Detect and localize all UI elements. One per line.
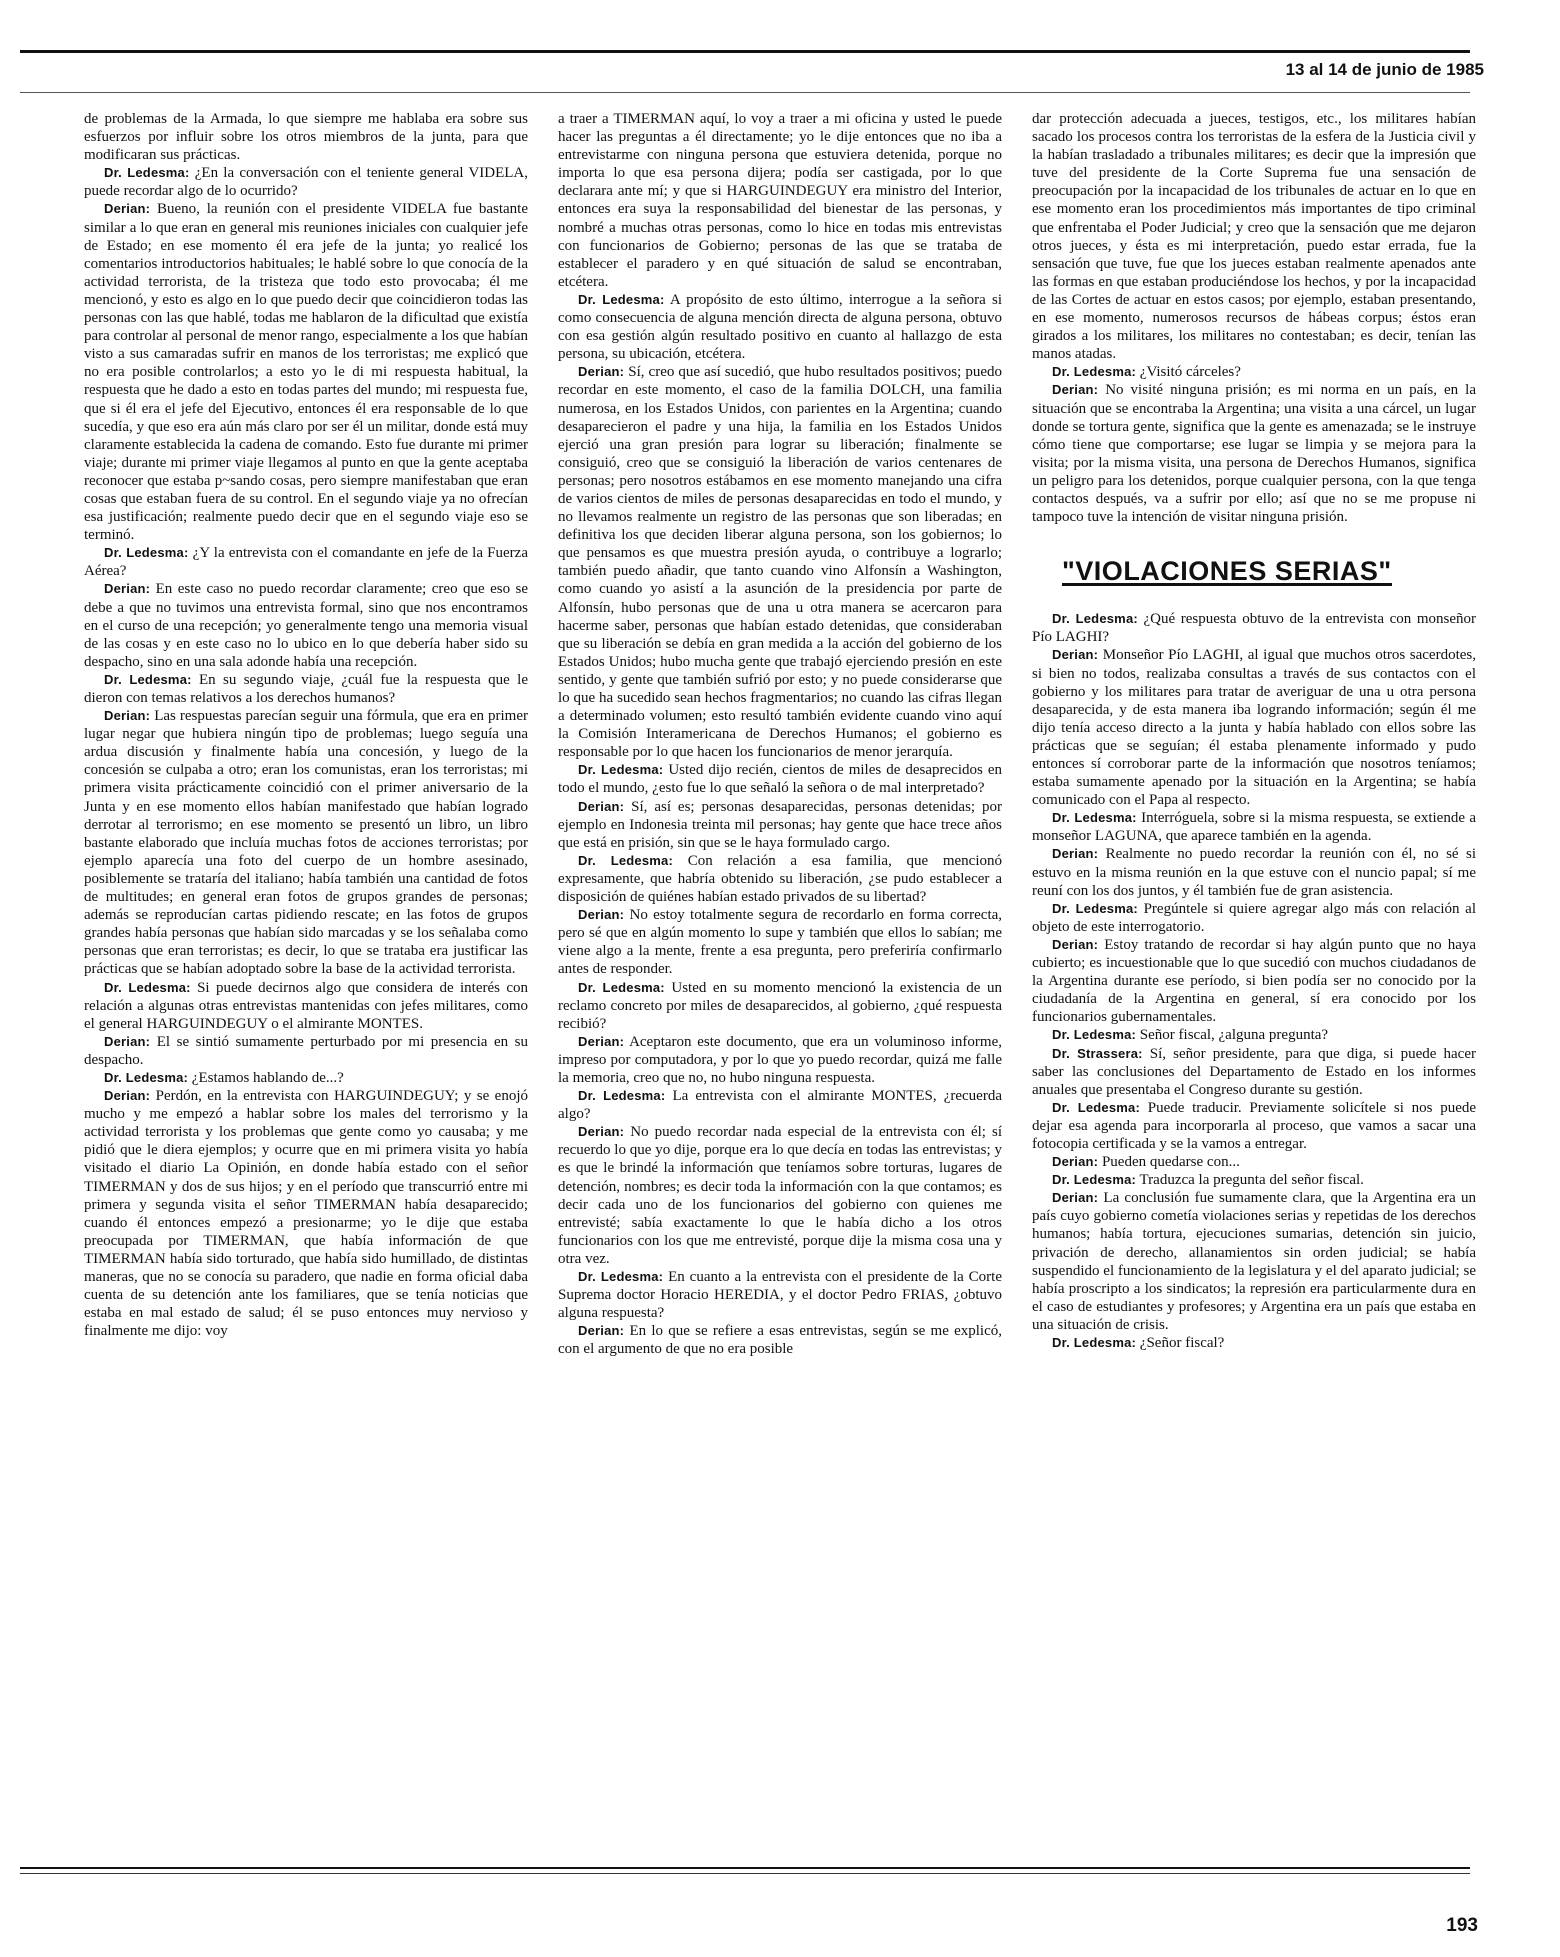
paragraph: Dr. Ledesma: Si puede decirnos algo que considera de interés con relación a algunas otras entrevistas mantenidas con jefes militares, como el general HARGUINDEGUY o el almirante MONTES. <box>84 979 529 1032</box>
paragraph: Derian: Bueno, la reunión con el presidente VIDELA fue bastante similar a lo que eran en general mis reuniones iniciales con cualquier jefe de Estado; en ese momento él era jefe de la junta; yo realicé los comentarios introductorios habituales; le hablé sobre lo que conocía de la actividad terrorista, de la tristeza que todo esto provocaba; él me mencionó, y esto es algo en lo que puedo decir que coincidieron todas las personas con las que hablé, todas me hablaron de la dificultad que existía para controlar al personal de menor rango, especialmente a los que habían visto a sus camaradas sufrir en manos de los terroristas; me explicó que no era posible controlarlos; a esto yo le di mi respuesta habitual, la respuesta que he dado a esto en todas partes del mundo; mi respuesta fue, que si él era el jefe del Ejecutivo, entonces él era responsable de lo que sucedía, y que eso era aún más claro por ser él un militar, donde está muy claramente establecida la cadena de comando. Esto fue durante mi primer viaje; durante mi primer viaje llegamos al punto en que la gente aceptaba reconocer que estaba p~sando cosas, pero siempre manifestaban que eran cosas que estaban fuera de su control. En el segundo viaje ya no ofrecían esa justificación; realmente puedo decir que en el segundo viaje eso se terminó. <box>84 201 529 544</box>
speaker-label: Derian: <box>578 1124 625 1140</box>
paragraph: dar protección adecuada a jueces, testigos, etc., los militares habían sacado los procesos contra los terroristas de la esfera de la Justicia civil y la habían trasladado a tribunales militares; es decir que la impresión que tuve del presidente de la Corte Suprema fue una sensación de preocupación por la incapacidad de los tribunales de actuar en lo que en ese momento eran los procedimientos más importantes de tipo criminal que enfrentaba el Poder Judicial; y creo que la sensación que me dejaron otros jueces, y ésta es mi interpretación, puedo estar errada, fue la sensación que tuve, fue que los jueces estaban realmente apenados ante las formas en que estaban produciéndose los hechos, y por la incapacidad de las Cortes de actuar en estos casos; por ejemplo, estaban presentando, en ese momento, numerosos recursos de hábeas corpus; éstos eran girados a los militares, los militares no contestaban; es decir, tenían las manos atadas. <box>1032 111 1476 363</box>
paragraph: Dr. Ledesma: Pregúntele si quiere agregar algo más con relación al objeto de este interrogatorio. <box>1032 900 1477 935</box>
speaker-label: Dr. Ledesma: <box>578 852 673 868</box>
paragraph: Dr. Ledesma: ¿En la conversación con el teniente general VIDELA, puede recordar algo de lo ocurrido? <box>84 165 529 200</box>
speaker-label: Dr. Ledesma: <box>578 762 664 778</box>
paragraph: Dr. Strassera: Sí, señor presidente, para que diga, si puede hacer saber las conclusiones del Departamento de Estado en los informes anuales que presentaba el Congreso durante su gestión. <box>1032 1045 1476 1098</box>
speaker-label: Dr. Strassera: <box>1052 1045 1143 1061</box>
header-rule <box>20 50 1470 53</box>
speaker-label: Derian: <box>1052 1154 1099 1170</box>
speaker-label: Derian: <box>104 1033 151 1049</box>
text-column-2 <box>558 110 1002 1358</box>
speaker-label: Derian: <box>104 708 151 724</box>
speaker-label: Derian: <box>1052 1190 1099 1206</box>
speaker-label: Derian: <box>1052 382 1099 398</box>
paragraph: Dr. Ledesma: ¿Qué respuesta obtuvo de la entrevista con monseñor Pío LAGHI? <box>1032 611 1477 646</box>
speaker-label: Dr. Ledesma: <box>1052 1335 1137 1350</box>
section-headline: "VIOLACIONES SERIAS" <box>1062 556 1392 587</box>
paragraph: Derian: Monseñor Pío LAGHI, al igual que muchos otros sacerdotes, si bien no todos, realizaba consultas a través de sus contactos con el gobierno y los militares para tratar de averiguar de una u otra persona desaparecida, y de esta manera iba logrando información; según él me dijo tenía acceso directo a la junta y había hablado con ellos sobre las prácticas que se seguían; él estaba plenamente informado y pudo entonces sí corroborar parte de la información que nosotros teníamos; estaba sumamente apenado por la situación en la Argentina; se había comunicado con el Papa al respecto. <box>1032 647 1476 809</box>
speaker-label: Dr. Ledesma: <box>1052 1099 1141 1115</box>
speaker-label: Derian: <box>578 1323 625 1339</box>
paragraph: Dr. Ledesma: A propósito de esto último, interrogue a la señora si como consecuencia de alguna mención directa de alguna persona, obtuvo con esa gestión algún resultado positivo en cuanto al hallazgo de esta persona, su ubicación, etcétera. <box>558 291 1002 363</box>
paragraph: Derian: Estoy tratando de recordar si hay algún punto que no haya cubierto; es incuestionable que lo que sucedió con muchos ciudadanos de la Argentina durante ese período, si bien podía ser no conocido por la ciudadanía de la Argentina en general, sí era conocido por los funcionarios gubernamentales. <box>1032 936 1477 1026</box>
paragraph: Dr. Ledesma: En cuanto a la entrevista con el presidente de la Corte Suprema doctor Horacio HEREDIA, y el doctor Pedro FRIAS, ¿obtuvo alguna respuesta? <box>558 1269 1003 1322</box>
speaker-label: Dr. Ledesma: <box>104 671 192 687</box>
speaker-label: Dr. Ledesma: <box>578 1088 666 1104</box>
paragraph: Dr. Ledesma: Usted en su momento mencionó la existencia de un reclamo concreto por miles de desaparecidos, al gobierno, ¿qué respuesta recibió? <box>558 979 1002 1032</box>
paragraph: Derian: Sí, así es; personas desaparecidas, personas detenidas; por ejemplo en Indonesia treinta mil personas; hay gente que hace trece años que está en prisión, sin que se le haya formulado cargo. <box>558 798 1003 851</box>
paragraph: Dr. Ledesma: ¿Visitó cárceles? <box>1052 364 1241 381</box>
speaker-label: Derian: <box>104 581 151 597</box>
speaker-label: Dr. Ledesma: <box>104 165 190 181</box>
speaker-label: Derian: <box>578 1033 625 1049</box>
paragraph: Dr. Ledesma: Con relación a esa familia, que mencionó expresamente, que habría obtenido su liberación, ¿se pudo establecer a disposición de quiénes habían estado privados de su libertad? <box>558 852 1003 906</box>
speaker-label: Derian: <box>104 1088 151 1104</box>
paragraph: Dr. Ledesma: En su segundo viaje, ¿cuál fue la respuesta que le dieron con temas relativos a los derechos humanos? <box>84 671 529 706</box>
paragraph: Dr. Ledesma: Traduzca la pregunta del señor fiscal. <box>1052 1172 1364 1189</box>
paragraph: Derian: En lo que se refiere a esas entrevistas, según se me explicó, con el argumento de que no era posible <box>558 1323 1002 1358</box>
paragraph: Derian: No estoy totalmente segura de recordarlo en forma correcta, pero sé que en algún momento lo supe y también que ellos lo sabían; me viene algo a la mente, frente a esa pregunta, pero preferiría confirmarlo antes de responder. <box>558 907 1003 978</box>
paragraph: Dr. Ledesma: Usted dijo recién, cientos de miles de desaprecidos en todo el mundo, ¿esto fue lo que señaló la señora o de mal interpretado? <box>558 762 1003 797</box>
paragraph: Dr. Ledesma: Interróguela, sobre si la misma respuesta, se extiende a monseñor LAGUNA, que aparece también en la agenda. <box>1032 810 1477 845</box>
paragraph: Derian: Pueden quedarse con... <box>1052 1154 1240 1171</box>
page-number: 193 <box>1446 1915 1478 1936</box>
paragraph: Dr. Ledesma: Señor fiscal, ¿alguna pregunta? <box>1052 1027 1329 1044</box>
footer-thin-rule <box>20 1873 1470 1874</box>
speaker-label: Dr. Ledesma: <box>578 979 665 995</box>
paragraph: Derian: El se sintió sumamente perturbado por mi presencia en su despacho. <box>84 1033 528 1068</box>
speaker-label: Dr. Ledesma: <box>1052 900 1138 916</box>
speaker-label: Derian: <box>1052 936 1099 952</box>
speaker-label: Dr. Ledesma: <box>104 545 189 561</box>
paragraph: Derian: No puedo recordar nada especial de la entrevista con él; sí recuerdo lo que yo dije, porque era lo que decía en todas las entrevistas; y es que le brindé la información que teníamos sobre torturas, lugares de detención, nombres; es decir toda la información con la que contamos; es decir cada uno de los funcionarios del gobierno con quienes me entrevisté; sabía exactamente lo que le había dicho a los otros funcionarios con los que me entrevisté, porque dije la misma cosa una y otra vez. <box>558 1124 1003 1267</box>
paragraph: Dr. Ledesma: La entrevista con el almirante MONTES, ¿recuerda algo? <box>558 1088 1002 1123</box>
text-column-3 <box>1032 110 1476 1352</box>
header-thin-rule <box>20 92 1470 93</box>
speaker-label: Dr. Ledesma: <box>578 291 665 307</box>
paragraph: Dr. Ledesma: Puede traducir. Previamente solicítele si nos puede dejar esa agenda para incorporarla al proceso, que vamos a sacar una fotocopia certificada y se la vamos a entregar. <box>1032 1099 1477 1152</box>
speaker-label: Dr. Ledesma: <box>1052 611 1138 627</box>
paragraph: Derian: Sí, creo que así sucedió, que hubo resultados positivos; puedo recordar en este momento, el caso de la familia DOLCH, una familia numerosa, en los Estados Unidos, con parientes en la Argentina; cuando desaparecieron el padre y una hija, la familia en los Estados Unidos ejerció una gran presión para lograr su liberación; finalmente se consiguió, creo que se consiguió la liberación de varios centenares de personas; pero nosotros estábamos en ese momento manejando una cifra de varios cientos de miles de personas desaparecidas en todo el mundo, y no llevamos realmente un registro de las personas que son liberadas; en definitiva los que deciden liberar alguna persona, son los gobiernos; lo que pensamos es que muestra presión ayuda, o contribuye a lograrlo; también puedo añadir, que tanto cuando vino Alfonsín a Washington, como cuando yo asistí a la asunción de la presidencia por parte de Alfonsín, hubo personas que de una u otra manera se acercaron para hacerme saber, personas que habían estado detenidas, que consideraban que su liberación se debía en gran medida a la acción del gobierno de los Estados Unidos; hubo mucha gente que trabajó ejerciendo presión en este sentido, y gente que también sufrió por esto; y no puede considerarse que lo que ha sucedido sean hechos fragmentarios; no cuando las cifras llegan a determinado volumen; esto resultó también evidente cuando vino aquí la Comisión Interamericana de Derechos Humanos; el gobierno es responsable por lo que hacen los funcionarios de menor jerarquía. <box>558 364 1003 761</box>
paragraph: Derian: La conclusión fue sumamente clara, que la Argentina era un país cuyo gobierno cometía violaciones serias y repetidas de los derechos humanos; había tortura, ejecuciones sumarias, detención sin juicio, privación de derecho, allanamientos sin orden judicial; se había suspendido el funcionamiento de la legislatura y el del aparato judicial; se había proscripto a los sindicatos; la represión era particularmente dura en el caso de estudiantes y profesores; y Argentina era un país que estaba en una situación de crisis. <box>1032 1190 1476 1333</box>
speaker-label: Dr. Ledesma: <box>1052 810 1137 826</box>
paragraph: Dr. Ledesma: ¿Estamos hablando de...? <box>104 1069 344 1086</box>
issue-date: 13 al 14 de junio de 1985 <box>1285 60 1484 79</box>
speaker-label: Dr. Ledesma: <box>1052 1172 1137 1188</box>
paragraph: Derian: Realmente no puedo recordar la reunión con él, no sé si estuvo en la misma reunión en la que estuve con el nuncio papal; sí me reuní con los dos juntos, y él también fue de gran asistencia. <box>1032 846 1477 899</box>
speaker-label: Dr. Ledesma: <box>1052 1027 1137 1043</box>
speaker-label: Derian: <box>578 364 625 380</box>
speaker-label: Derian: <box>1052 846 1099 862</box>
paragraph: Dr. Ledesma: ¿Señor fiscal? <box>1052 1335 1225 1351</box>
speaker-label: Derian: <box>578 798 625 814</box>
speaker-label: Derian: <box>578 907 625 923</box>
paragraph: Derian: Aceptaron este documento, que era un voluminoso informe, impreso por computadora, y por lo que yo puedo recordar, quizá me falle la memoria, creo que no, no hubo ninguna respuesta. <box>558 1033 1002 1086</box>
paragraph: Dr. Ledesma: ¿Y la entrevista con el comandante en jefe de la Fuerza Aérea? <box>84 545 528 580</box>
paragraph: Derian: Las respuestas parecían seguir una fórmula, que era en primer lugar negar que hubiera ningún tipo de problemas; luego seguía una ardua discusión y finalmente había una concesión, y luego de la concesión se culpaba a otro; eran los comunistas, eran los terroristas; mi primera visita prácticamente coincidió con el primer aniversario de la Junta y en ese momento ellos habían manifestado que habían logrado derrotar al terrorismo; en ese momento se presentó un libro, un libro bastante elaborado que incluía muchas fotos de acciones terroristas; por ejemplo aparecía una foto del cuerpo de un hombre asesinado, posiblemente se trataría del italiano; había también una cantidad de fotos de multitudes; en general eran fotos de grupos grandes de personas; además se reproducían cartas pidiendo rescate; en las fotos de grupos grandes había personas que habían sido marcadas y se los señalaba como personas que eran terroristas; es decir, lo que se trataba era justificar las prácticas que se habían adoptado sobre la base de la actividad terrorista. <box>84 708 529 978</box>
speaker-label: Derian: <box>104 201 151 217</box>
speaker-label: Dr. Ledesma: <box>104 1069 189 1085</box>
speaker-label: Dr. Ledesma: <box>104 979 191 995</box>
speaker-label: Dr. Ledesma: <box>578 1269 664 1284</box>
paragraph: Derian: No visité ninguna prisión; es mi norma en un país, en la situación que se encontraba la Argentina; una visita a una cárcel, un lugar donde se tortura gente, significa que la gente es amenazada; se le instruye cómo tiene que comportarse; ese lugar se limpia y se mejora para la visita; por la misma visita, una persona de Derechos Humanos, significa un peligro para los detenidos, porque cualquier persona, con la que tenga contactos después, va a sufrir por ello; así que no se me propuse ni tampoco tuve la intención de visitar ninguna prisión. <box>1032 382 1476 526</box>
text-column-1 <box>84 110 528 1340</box>
paragraph: a traer a TIMERMAN aquí, lo voy a traer a mi oficina y usted le puede hacer las preguntas a él directamente; yo le dije entonces que no iba a entrevistarme con ninguna persona que estuviera detenida, porque no importa lo que esa persona dijera; podía ser castigada, por lo que declarara ante mí; y que si HARGUINDEGUY era ministro del Interior, entonces era suya la responsabilidad del bienestar de las personas, y nombré a muchas otras personas, como lo hice en todas mis entrevistas con funcionarios de Gobierno; personas de las que se trataba de establecer el paradero y en qué situación de salud se encontraban, etcétera. <box>558 111 1002 290</box>
speaker-label: Dr. Ledesma: <box>1052 364 1137 380</box>
paragraph: Derian: En este caso no puedo recordar claramente; creo que eso se debe a que no tuvimos una entrevista formal, sino que nos encontramos en el curso de una recepción; yo generalmente tengo una memoria visual de las cosas y en este caso no lo ubico en lo que debería haber sido su despacho, sino en una sala adonde había una recepción. <box>84 581 528 670</box>
paragraph: Derian: Perdón, en la entrevista con HARGUINDEGUY; y se enojó mucho y me empezó a hablar sobre los males del terrorismo y la actividad terrorista y los problemas que gente como yo causaba; y me pidió que le diera ejemplos; y ocurre que en mi primera visita yo había visitado el diario La Opinión, en donde había estado con el señor TIMERMAN y dos de sus hijos; y en el período que transcurrió entre mi primera y segunda visita el señor TIMERMAN había desaparecido; cuando él entonces empezó a presionarme; yo le dije que estaba preocupada por TIMERMAN, que había información de que TIMERMAN había sido torturado, que había sido humillado, de distintas maneras, que no se conocía su paradero, que nadie en forma oficial daba cuenta de su detención ante los familiares, que se tenía noticias que estaba en mal estado de salud; él se puso entonces muy nervioso y finalmente me dijo: voy <box>84 1088 529 1340</box>
footer-rule <box>20 1867 1470 1869</box>
paragraph: de problemas de la Armada, lo que siempre me hablaba era sobre sus esfuerzos por influir sobre los otros miembros de la junta, para que modificaran sus prácticas. <box>84 111 528 164</box>
speaker-label: Derian: <box>1052 647 1099 663</box>
